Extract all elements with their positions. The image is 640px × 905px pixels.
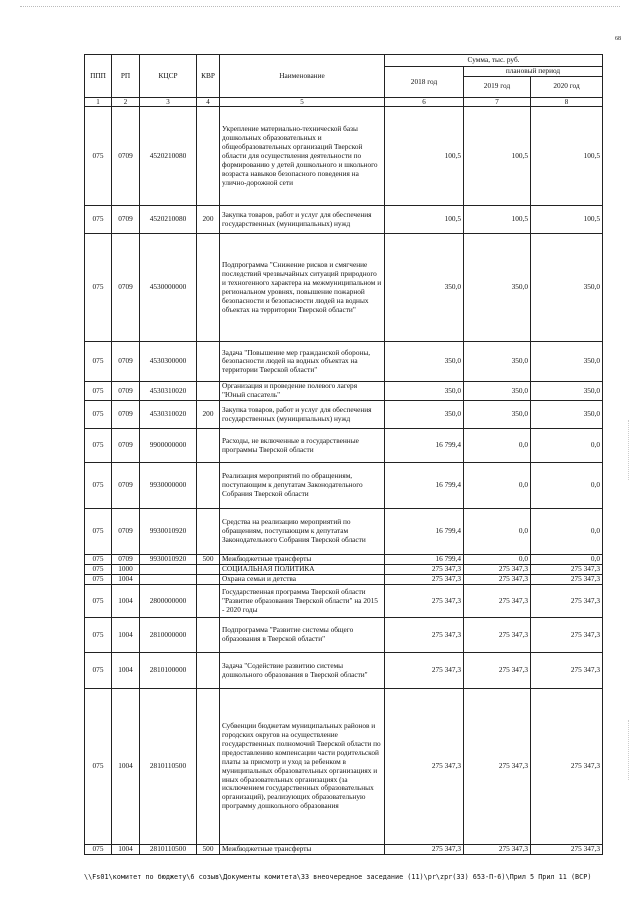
cell-rp: 0709: [112, 234, 140, 342]
cell-rp: 0709: [112, 401, 140, 429]
cell-2020: 275 347,3: [531, 689, 603, 845]
cell-name: Охрана семьи и детства: [220, 575, 385, 585]
table-row: [85, 429, 603, 463]
cell-kvr: [197, 509, 220, 555]
cell-name: Реализация мероприятий по обращениям, поступающим к депутатам Законодательного Собрания Тверской области: [220, 463, 385, 509]
cell-kvr: [197, 107, 220, 206]
cell-rp: 0709: [112, 382, 140, 401]
cell-2019: 275 347,3: [464, 653, 531, 689]
cell-2019: 0,0: [464, 429, 531, 463]
cell-name: СОЦИАЛЬНАЯ ПОЛИТИКА: [220, 565, 385, 575]
cell-2018: 16 799,4: [385, 509, 464, 555]
cell-2019: 100,5: [464, 206, 531, 234]
cell-ppp: 075: [85, 585, 112, 618]
table-row: [85, 653, 603, 689]
header-year-2019: 2019 год: [464, 76, 531, 97]
cell-2019: 350,0: [464, 234, 531, 342]
header-ppp: ППП: [85, 55, 112, 98]
cell-2019: 275 347,3: [464, 618, 531, 653]
cell-ppp: 075: [85, 429, 112, 463]
cell-2020: 275 347,3: [531, 653, 603, 689]
cell-2019: 275 347,3: [464, 565, 531, 575]
column-number: 5: [220, 97, 385, 107]
page-number: 68: [615, 36, 621, 42]
cell-kcsr: 2810110500: [140, 689, 197, 845]
cell-ppp: 075: [85, 206, 112, 234]
cell-2020: 350,0: [531, 382, 603, 401]
cell-2018: 100,5: [385, 107, 464, 206]
cell-2018: 16 799,4: [385, 555, 464, 565]
scan-edge-artifact: [628, 420, 630, 480]
cell-kvr: [197, 653, 220, 689]
cell-kvr: 500: [197, 845, 220, 855]
cell-rp: 1004: [112, 689, 140, 845]
cell-2019: 350,0: [464, 382, 531, 401]
column-number: 6: [385, 97, 464, 107]
cell-rp: 1004: [112, 585, 140, 618]
cell-kvr: [197, 382, 220, 401]
cell-ppp: 075: [85, 555, 112, 565]
cell-2020: 100,5: [531, 206, 603, 234]
cell-ppp: 075: [85, 509, 112, 555]
cell-name: Межбюджетные трансферты: [220, 555, 385, 565]
cell-name: Задача "Содействие развитию системы дошкольного образования в Тверской области": [220, 653, 385, 689]
header-name: Наименование: [220, 55, 385, 98]
cell-2018: 16 799,4: [385, 463, 464, 509]
cell-2018: 275 347,3: [385, 585, 464, 618]
cell-rp: 0709: [112, 555, 140, 565]
cell-ppp: 075: [85, 382, 112, 401]
table-row: [85, 234, 603, 342]
cell-ppp: 075: [85, 575, 112, 585]
cell-kcsr: 4530300000: [140, 342, 197, 382]
cell-kvr: 200: [197, 206, 220, 234]
cell-rp: 0709: [112, 107, 140, 206]
column-number-row: [85, 97, 603, 107]
table-row: [85, 585, 603, 618]
cell-2019: 275 347,3: [464, 689, 531, 845]
column-number: 2: [112, 97, 140, 107]
cell-2018: 350,0: [385, 401, 464, 429]
cell-rp: 0709: [112, 429, 140, 463]
cell-kcsr: 9930000000: [140, 463, 197, 509]
cell-2020: 0,0: [531, 429, 603, 463]
cell-kvr: [197, 463, 220, 509]
cell-2018: 16 799,4: [385, 429, 464, 463]
cell-2018: 275 347,3: [385, 653, 464, 689]
header-year-2018: 2018 год: [385, 67, 464, 98]
cell-kcsr: 9930010920: [140, 555, 197, 565]
column-number: 7: [464, 97, 531, 107]
cell-rp: 0709: [112, 342, 140, 382]
cell-2018: 350,0: [385, 234, 464, 342]
cell-kcsr: 9900000000: [140, 429, 197, 463]
cell-kvr: [197, 342, 220, 382]
cell-2020: 350,0: [531, 401, 603, 429]
cell-2020: 275 347,3: [531, 618, 603, 653]
cell-2020: 350,0: [531, 342, 603, 382]
cell-2018: 275 347,3: [385, 689, 464, 845]
cell-2020: 275 347,3: [531, 585, 603, 618]
cell-name: Подпрограмма "Развитие системы общего образования в Тверской области": [220, 618, 385, 653]
cell-kvr: [197, 565, 220, 575]
header-year-2020: 2020 год: [531, 76, 603, 97]
cell-2018: 275 347,3: [385, 845, 464, 855]
table-row: [85, 206, 603, 234]
cell-2020: 0,0: [531, 509, 603, 555]
cell-kcsr: 2810110500: [140, 845, 197, 855]
scan-artifact-line: [20, 6, 620, 8]
table-row: [85, 565, 603, 575]
cell-kcsr: 9930010920: [140, 509, 197, 555]
table-row: [85, 575, 603, 585]
cell-name: Закупка товаров, работ и услуг для обеспечения государственных (муниципальных) нужд: [220, 206, 385, 234]
cell-name: Подпрограмма "Снижение рисков и смягчение последствий чрезвычайных ситуаций природного и техногенного характера на межмуниципальном и региональном уровнях, повышение пожарной безопасности и безопасности людей на водных объектах на территории Тверской области": [220, 234, 385, 342]
cell-kcsr: [140, 565, 197, 575]
cell-2019: 350,0: [464, 401, 531, 429]
cell-kcsr: 4530310020: [140, 401, 197, 429]
cell-2019: 0,0: [464, 555, 531, 565]
cell-kcsr: 4530310020: [140, 382, 197, 401]
cell-rp: 1004: [112, 575, 140, 585]
column-number: 4: [197, 97, 220, 107]
cell-2020: 350,0: [531, 234, 603, 342]
cell-kcsr: 4530000000: [140, 234, 197, 342]
cell-kcsr: [140, 575, 197, 585]
cell-ppp: 075: [85, 689, 112, 845]
cell-name: Укрепление материально-технической базы дошкольных образовательных и общеобразовательных организаций Тверской области для осуществления деятельности по формированию у детей дошкольного и школьного возраста навыков безопасного поведения на улично-дорожной сети: [220, 107, 385, 206]
table-row: [85, 689, 603, 845]
cell-kcsr: 2810000000: [140, 618, 197, 653]
cell-rp: 1004: [112, 653, 140, 689]
cell-2019: 350,0: [464, 342, 531, 382]
cell-rp: 0709: [112, 206, 140, 234]
cell-ppp: 075: [85, 463, 112, 509]
cell-name: Субвенции бюджетам муниципальных районов и городских округов на осуществление государственных полномочий Тверской области по предоставлению компенсации части родительской платы за присмотр и уход за ребенком в муниципальных образовательных организациях и иных образовательных организациях (за исключением государственных образовательных организаций), реализующих образовательную программу дошкольного образования: [220, 689, 385, 845]
cell-name: Межбюджетные трансферты: [220, 845, 385, 855]
table-row: [85, 401, 603, 429]
cell-2020: 0,0: [531, 463, 603, 509]
cell-kcsr: 4520210080: [140, 206, 197, 234]
table-row: [85, 342, 603, 382]
cell-rp: 0709: [112, 509, 140, 555]
cell-2020: 275 347,3: [531, 845, 603, 855]
cell-rp: 1004: [112, 845, 140, 855]
cell-rp: 0709: [112, 463, 140, 509]
cell-ppp: 075: [85, 234, 112, 342]
cell-ppp: 075: [85, 565, 112, 575]
cell-ppp: 075: [85, 107, 112, 206]
cell-kvr: [197, 234, 220, 342]
header-sum: Сумма, тыс. руб.: [385, 55, 603, 67]
cell-2019: 0,0: [464, 463, 531, 509]
column-number: 1: [85, 97, 112, 107]
cell-name: Закупка товаров, работ и услуг для обеспечения государственных (муниципальных) нужд: [220, 401, 385, 429]
cell-2018: 100,5: [385, 206, 464, 234]
cell-2019: 275 347,3: [464, 575, 531, 585]
cell-kvr: [197, 585, 220, 618]
header-kvr: КВР: [197, 55, 220, 98]
cell-2018: 350,0: [385, 342, 464, 382]
cell-2018: 275 347,3: [385, 575, 464, 585]
cell-name: Организация и проведение полевого лагеря "Юный спасатель": [220, 382, 385, 401]
cell-name: Государственная программа Тверской области "Развитие образования Тверской области" на 2015 - 2020 годы: [220, 585, 385, 618]
table-row: [85, 107, 603, 206]
cell-ppp: 075: [85, 401, 112, 429]
cell-ppp: 075: [85, 653, 112, 689]
cell-rp: 1004: [112, 618, 140, 653]
cell-2018: 350,0: [385, 382, 464, 401]
cell-kvr: [197, 429, 220, 463]
header-planned-period: плановый период: [464, 67, 603, 77]
cell-kvr: 200: [197, 401, 220, 429]
cell-2018: 275 347,3: [385, 565, 464, 575]
header-rp: РП: [112, 55, 140, 98]
cell-kcsr: 2810100000: [140, 653, 197, 689]
cell-name: Задача "Повышение мер гражданской обороны, безопасности людей на водных объектах на территории Тверской области": [220, 342, 385, 382]
cell-name: Средства на реализацию мероприятий по обращениям, поступающим к депутатам Законодательного Собрания Тверской области: [220, 509, 385, 555]
column-number: 8: [531, 97, 603, 107]
table-row: [85, 845, 603, 855]
cell-2019: 275 347,3: [464, 845, 531, 855]
cell-kcsr: 4520210080: [140, 107, 197, 206]
cell-kvr: [197, 689, 220, 845]
cell-2020: 275 347,3: [531, 575, 603, 585]
header-kcsr: КЦСР: [140, 55, 197, 98]
cell-ppp: 075: [85, 342, 112, 382]
budget-table: [84, 54, 603, 855]
cell-ppp: 075: [85, 618, 112, 653]
cell-2020: 275 347,3: [531, 565, 603, 575]
table-row: [85, 618, 603, 653]
file-path-footer: \\Fs01\комитет по бюджету\6 созыв\Документы комитета\33 внеочередное заседание (11)\pr\zpr(33) 653-П-6)\Прил 5 Прил 11 (ВСР): [84, 873, 592, 881]
cell-2020: 0,0: [531, 555, 603, 565]
cell-kvr: 500: [197, 555, 220, 565]
cell-2018: 275 347,3: [385, 618, 464, 653]
cell-kvr: [197, 575, 220, 585]
cell-name: Расходы, не включенные в государственные программы Тверской области: [220, 429, 385, 463]
cell-2020: 100,5: [531, 107, 603, 206]
table-row: [85, 555, 603, 565]
column-number: 3: [140, 97, 197, 107]
cell-rp: 1000: [112, 565, 140, 575]
table-row: [85, 463, 603, 509]
scan-edge-artifact: [628, 720, 630, 780]
cell-ppp: 075: [85, 845, 112, 855]
table-row: [85, 509, 603, 555]
cell-kvr: [197, 618, 220, 653]
cell-2019: 275 347,3: [464, 585, 531, 618]
table-row: [85, 382, 603, 401]
cell-2019: 100,5: [464, 107, 531, 206]
cell-kcsr: 2800000000: [140, 585, 197, 618]
cell-2019: 0,0: [464, 509, 531, 555]
